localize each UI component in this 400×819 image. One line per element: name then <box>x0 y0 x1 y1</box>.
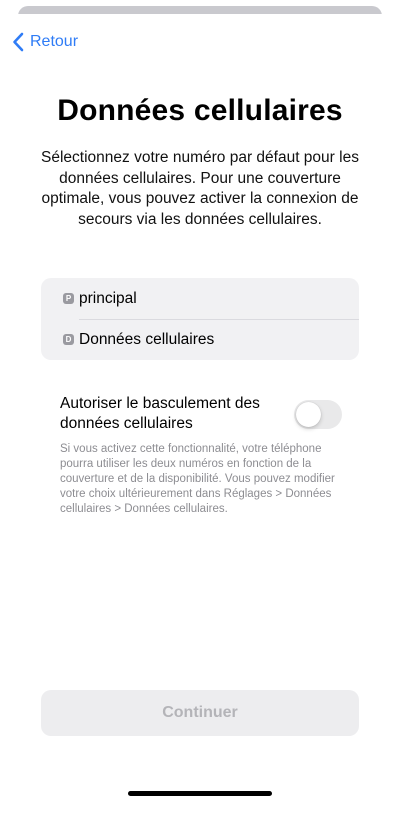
back-button[interactable] <box>12 32 78 52</box>
line-option-label: Données cellulaires <box>79 330 215 348</box>
back-label: Retour <box>30 33 79 50</box>
data-switching-footnote: Si vous activez cette fonctionnalité, votre téléphone pourra utiliser les deux numéros en fonction de la couverture et de la disponibilité. Vous pouvez modifier votre choix ultérieurement dans Réglages > Données cellulaires > Données cellulaires. <box>60 443 335 515</box>
toggle-knob <box>296 402 321 427</box>
page-title: Données cellulaires <box>57 94 343 127</box>
line-option-donnees-cellulaires[interactable] <box>41 319 359 360</box>
data-switching-toggle[interactable] <box>294 400 342 429</box>
chevron-left-icon <box>12 32 24 52</box>
sim-line-badge-icon: P <box>63 293 74 304</box>
data-switching-label: Autoriser le basculement des données cellulaires <box>60 395 260 432</box>
page-description: Sélectionnez votre numéro par défaut pour les données cellulaires. Pour une couverture optimale, vous pouvez activer la connexion de secours via les données cellulaires. <box>41 149 359 228</box>
continue-button[interactable]: Continuer <box>41 690 359 736</box>
sim-line-badge-icon: D <box>63 334 74 345</box>
data-switching-section <box>60 394 342 517</box>
line-selection-list <box>41 278 359 360</box>
home-indicator <box>128 791 272 796</box>
modal-sheet <box>0 14 400 819</box>
line-option-label: principal <box>79 289 137 307</box>
line-option-principal[interactable] <box>41 278 359 319</box>
data-switching-row <box>60 394 342 434</box>
